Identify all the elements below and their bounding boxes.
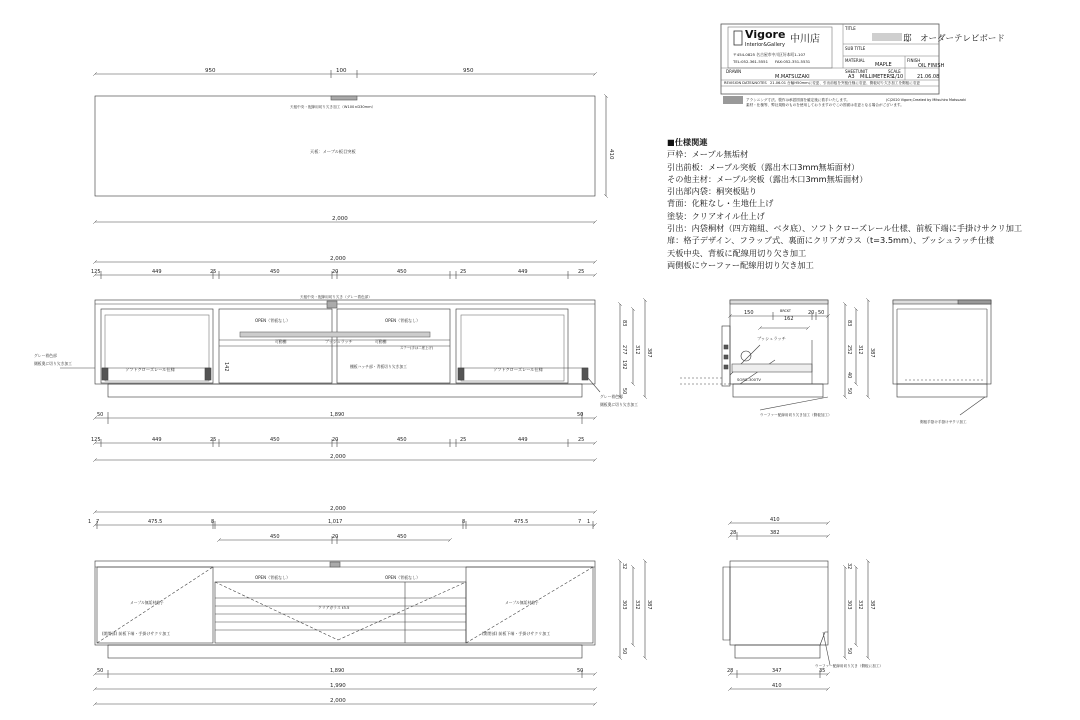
sv3-bottom-total: 410 <box>772 683 782 689</box>
fc-bottom-total: 2,000 <box>330 698 346 704</box>
top-dim-2: 100 <box>336 68 347 74</box>
fo-right-4: 387 <box>646 348 652 358</box>
fc-top-9: 1 <box>587 519 591 525</box>
fo-top-9: 25 <box>578 269 585 275</box>
sv3-right-3: 332 <box>857 600 863 610</box>
fc-dim-total: 2,000 <box>330 506 346 512</box>
front-open-view <box>60 262 645 460</box>
fc-right-5: 50 <box>621 648 627 655</box>
ss-right-4: 312 <box>857 345 863 355</box>
ss-right-6: 50 <box>846 388 852 395</box>
fc-open-right: OPEN（背板なし） <box>385 575 421 580</box>
fo-center-label: 天板中央・配線用切り欠き（グレー着色部） <box>300 295 372 299</box>
front-open-dim-total: 2,000 <box>330 256 346 262</box>
top-cut-label: 天板中央・配線用切り欠き加工（W100×D30mm） <box>290 105 376 109</box>
top-dim-total: 2,000 <box>332 216 348 222</box>
drawn-value: M.MATSUZAKI <box>775 74 810 80</box>
fo-kadou-2: 可動棚 <box>375 339 387 344</box>
fo-bottom-outer-1: 50 <box>97 412 104 418</box>
fo-bottom-3: 25 <box>210 437 217 443</box>
ss-right-2: 252 <box>846 345 852 355</box>
fc-mid-1: 450 <box>270 534 280 540</box>
fo-bottom-outer-3: 50 <box>577 412 584 418</box>
spec-line-5: 背面：化粧なし・生地仕上げ <box>667 198 774 209</box>
fo-gray-left-2: 側板奥に切り欠き加工 <box>34 361 72 366</box>
sv3-right-1: 32 <box>846 563 852 570</box>
fo-bottom-6: 450 <box>397 437 407 443</box>
fc-right-1: 32 <box>621 563 627 570</box>
fc-top-7: 475.5 <box>514 519 529 525</box>
fo-right-2: 277 <box>621 345 627 355</box>
fo-top-4: 450 <box>270 269 280 275</box>
store-tel: TEL:052-361-5551 <box>733 59 769 64</box>
fo-right-1: 83 <box>621 320 627 327</box>
material-label: MATERIAL <box>845 58 865 63</box>
fc-right-panel: メープル無垢材格子 <box>505 600 539 605</box>
spec-line-6: 塗装：クリアオイル仕上げ <box>667 210 765 221</box>
fc-right-4: 387 <box>646 600 652 610</box>
spec-notes <box>667 136 1067 271</box>
fc-glass: クリアガラス t3.5 <box>318 605 350 610</box>
subtitle-label: SUB TITLE <box>845 46 866 51</box>
spec-line-4: 引出部内袋：桐突板貼り <box>667 186 758 197</box>
revision-note-2: アランニング寸法。製作は承認図面を確定後に着手いたします。 <box>746 98 850 102</box>
fc-top-3: 475.5 <box>148 519 163 525</box>
title-suffix: 邸 <box>903 34 912 44</box>
fc-top-8: 7 <box>578 519 582 525</box>
sv3-woofer-label: ウーファー配線用切り欠き（側板に加工） <box>815 664 884 668</box>
fo-bottom-4: 450 <box>270 437 280 443</box>
front-closed-view <box>95 512 645 704</box>
sv3-right-2: 303 <box>846 600 852 610</box>
sv2-label: 側板手掛け手掛けサクリ加工 <box>920 420 967 424</box>
fc-top-1: 1 <box>88 519 92 525</box>
fc-left-bottom: (開閉部) 前板下端・手掛けサクリ加工 <box>102 631 171 636</box>
sheet-label: SHEET <box>845 69 859 74</box>
top-label: 天板：メープル板目突板 <box>310 149 356 154</box>
fo-kadou-1: 可動棚 <box>275 339 287 344</box>
date-value: 21.06.08 <box>917 74 940 80</box>
fc-left-panel: メープル無垢材格子 <box>130 600 164 605</box>
fc-bottom-mid: 1,990 <box>330 683 346 689</box>
side-section-view <box>680 300 868 410</box>
ss-top-3: 20 <box>808 310 815 316</box>
spec-line-2: 引出前板：メープル突板（露出木口3mm無垢面材） <box>667 161 860 172</box>
scale-value: 1/10 <box>892 74 904 80</box>
ss-top-1: 150 <box>744 310 754 316</box>
fo-bottom-7: 25 <box>460 437 467 443</box>
unit-value: MILLIMETERS <box>860 74 894 80</box>
ss-rail-label: SORS-300TV <box>737 377 761 382</box>
fo-right-3: 312 <box>634 345 640 355</box>
store-name: 中川店 <box>790 34 820 45</box>
revision-note: 21.06.01 台輪H50mmに変更、引出前板を突板仕様に変更、側板切り欠き加工を側板に変更 <box>770 81 921 85</box>
brand-sub: Interior&Gallery <box>745 42 785 48</box>
fo-bottom-8: 449 <box>518 437 528 443</box>
sv3-top2-1: 28 <box>730 530 737 536</box>
unit-label: UNIT <box>858 69 868 74</box>
fc-mid-2: 20 <box>332 534 339 540</box>
title-value: オーダーテレビボード <box>920 34 1005 44</box>
spec-line-1: 戸枠：メープル無垢材 <box>667 149 749 160</box>
brand-name: Vigore <box>745 28 786 41</box>
fo-right-6: 50 <box>621 388 627 395</box>
top-view <box>95 70 606 222</box>
store-fax: FAX:052-351-5531 <box>775 59 811 64</box>
sheet-value: A3 <box>848 74 855 80</box>
fo-top-8: 449 <box>518 269 528 275</box>
spec-line-3: その他主材：メープル突板（露出木口3mm無垢面材） <box>667 173 868 184</box>
sv3-right-4: 387 <box>869 600 875 610</box>
ss-right-1: 83 <box>846 320 852 327</box>
fc-right-3: 332 <box>634 600 640 610</box>
spec-line-8: 扉：格子デザイン、フラップ式、裏面にクリアガラス（t=3.5mm）、プッシュラッチ仕様 <box>667 235 995 246</box>
fo-bottom-outer-2: 1,890 <box>330 412 345 418</box>
fc-bottom-outer-3: 50 <box>577 668 584 674</box>
title-label: TITLE <box>845 26 856 31</box>
top-dim-3: 950 <box>463 68 474 74</box>
fo-right-5: 192 <box>621 360 627 370</box>
fo-glass-label: 棚板ハッチ部・背板切り欠き加工 <box>350 364 407 369</box>
fo-push-label: プッシュラッチ <box>325 339 353 344</box>
note-marker-icon <box>723 96 743 104</box>
fo-open-right: OPEN（背板なし） <box>385 318 421 323</box>
fo-top-6: 450 <box>397 269 407 275</box>
fo-inner-dim: 142 <box>223 362 229 372</box>
fc-top-6: 8 <box>462 519 466 525</box>
blurred-name <box>872 33 902 41</box>
fo-open-left: OPEN（背板なし） <box>255 318 291 323</box>
top-dim-1: 950 <box>205 68 216 74</box>
fo-bottom-2: 449 <box>152 437 162 443</box>
fo-top-5: 20 <box>332 269 339 275</box>
fo-soft-left: ソフトクローズレール仕様 <box>125 367 175 372</box>
store-address: 〒454-0825 名古屋市中川区好本町1-107 <box>733 52 806 57</box>
sv3-top2-2: 382 <box>770 530 780 536</box>
ss-push-label: プッシュラッチ <box>757 336 786 341</box>
fc-right-2: 303 <box>621 600 627 610</box>
drawn-label: DRAWN <box>726 69 742 74</box>
fc-right-bottom: (開閉部) 前板下端・手掛けサクリ加工 <box>482 631 551 636</box>
fc-top-4: 8 <box>211 519 215 525</box>
sv3-bottom-1: 28 <box>727 668 734 674</box>
fo-shelf-cut: ステー(手は二度上げ) <box>400 346 434 350</box>
fo-bottom-total: 2,000 <box>330 454 346 460</box>
revision-label: REVISION DATE&NOTES <box>724 81 767 85</box>
fo-top-1: 125 <box>91 269 101 275</box>
revision-note-3: 素材・仕様等、弊社規格のものを使用しておりますのでこの図面は変更となる場合がございます。 <box>746 103 904 107</box>
sv3-bottom-3: 35 <box>819 668 826 674</box>
material-value: MAPLE <box>875 62 892 68</box>
fo-gray-left: グレー着色部 <box>34 353 57 358</box>
fo-top-3: 25 <box>210 269 217 275</box>
sv3-bottom-2: 347 <box>772 668 782 674</box>
fo-gray-right-2: 側板奥に切り欠き加工 <box>600 402 638 407</box>
sv3-right-5: 50 <box>846 648 852 655</box>
finish-value: OIL FINISH <box>918 63 945 69</box>
scale-label: SCALE <box>888 69 901 74</box>
finish-label: FINISH <box>907 58 921 63</box>
ss-top-2: 162 <box>784 316 794 322</box>
spec-line-7: 引出：内袋桐材（四方箱組、ベタ底）、ソフトクローズレール仕様、前板下端に手掛けサクリ加工 <box>667 223 1023 234</box>
copyright: (C)2020 Vigore,Created by Mitsuhiro Matsuzaki <box>886 98 967 102</box>
fo-bottom-5: 20 <box>332 437 339 443</box>
fc-bottom-outer-2: 1,890 <box>330 668 345 674</box>
spec-line-9: 天板中央、背板に配線用切り欠き加工 <box>667 247 807 258</box>
fc-top-5: 1,017 <box>328 519 343 525</box>
side-view-2 <box>893 300 991 415</box>
fo-gray-right: グレー着色部 <box>600 394 623 399</box>
ss-right-3: 387 <box>869 348 875 358</box>
fo-top-2: 449 <box>152 269 162 275</box>
fc-mid-3: 450 <box>397 534 407 540</box>
door-logo-icon <box>734 31 742 45</box>
spec-heading: ■仕様関連 <box>667 137 708 147</box>
fo-bottom-9: 25 <box>578 437 585 443</box>
fc-bottom-outer-1: 50 <box>97 668 104 674</box>
ss-woofer-label: ウーファー配線用切り欠き加工（側板加工） <box>760 413 832 417</box>
fo-top-7: 25 <box>460 269 467 275</box>
ss-top-4: 50 <box>818 310 825 316</box>
ss-right-5: 40 <box>846 372 852 379</box>
fc-top-2: 7 <box>96 519 100 525</box>
fo-soft-right: ソフトクローズレール仕様 <box>493 367 543 372</box>
ss-inner-label: BRCKT <box>780 309 791 313</box>
top-dim-depth: 410 <box>608 149 614 160</box>
fo-bottom-1: 125 <box>91 437 101 443</box>
title-block <box>721 24 1005 107</box>
sv3-top: 410 <box>770 517 780 523</box>
fc-open-left: OPEN（背板なし） <box>255 575 291 580</box>
spec-line-10: 両側板にウーファー配線用切り欠き加工 <box>667 259 814 270</box>
